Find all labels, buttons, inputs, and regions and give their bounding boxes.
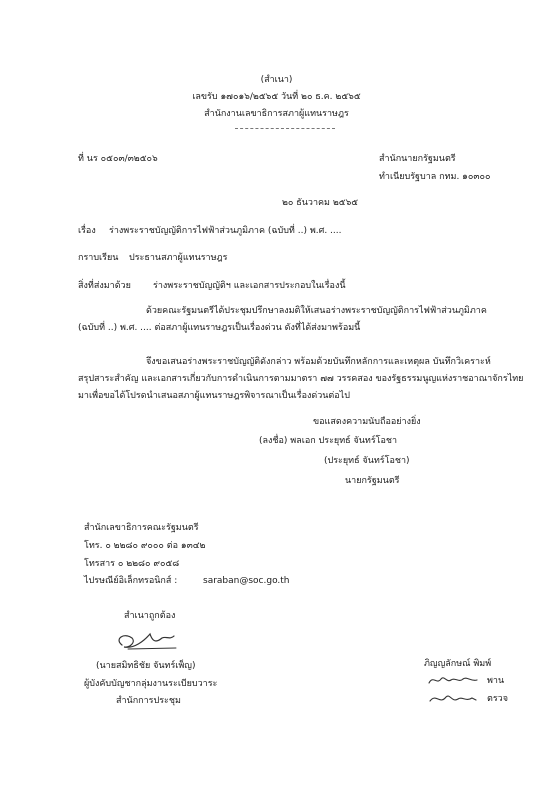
reference-number: ที่ นร ๐๕๐๓/๓๒๕๐๖: [78, 154, 158, 164]
salutation: ประธานสภาผู้แทนราษฎร: [129, 253, 228, 263]
enclosure: ร่างพระราชบัญญัติฯ และเอกสารประกอบในเรื่องนี้: [153, 281, 346, 291]
contact-office: สำนักเลขาธิการคณะรัฐมนตรี: [84, 523, 199, 533]
sender-office: สำนักนายกรัฐมนตรี: [379, 154, 456, 164]
copy-label: (สำเนา): [260, 75, 293, 85]
typed-label: พาน: [487, 676, 505, 686]
enclosure-label: สิ่งที่ส่งมาด้วย: [78, 281, 131, 291]
signer-name: (ประยุทธ์ จันทร์โอชา): [324, 456, 410, 466]
sender-address: ทำเนียบรัฐบาล กทม. ๑๐๓๐๐: [379, 172, 491, 182]
paragraph-2-line-1: จึงขอเสนอร่างพระราชบัญญัติดังกล่าว พร้อมด้วยบันทึกหลักการและเหตุผล บันทึกวิเคราะห์: [146, 357, 491, 367]
signed-line: (ลงชื่อ) พลเอก ประยุทธ์ จันทร์โอชา: [259, 436, 398, 446]
contact-fax: โทรสาร ๐ ๒๒๘๐ ๙๐๕๘: [84, 559, 180, 569]
header-divider: [235, 128, 335, 129]
certifier-name: (นายสมิทธิชัย จันทร์เพ็ญ): [96, 661, 196, 671]
signer-title: นายกรัฐมนตรี: [345, 476, 400, 486]
letter-date: ๒๐ ธันวาคม ๒๕๖๕: [282, 198, 359, 208]
certifier-position: ผู้บังคับบัญชากลุ่มงานระเบียบวาระ: [84, 679, 218, 689]
paragraph-1-line-1: ด้วยคณะรัฐมนตรีได้ประชุมปรึกษาลงมติให้เสนอร่างพระราชบัญญัติการไฟฟ้าส่วนภูมิภาค: [146, 306, 487, 316]
checker-initials-signature: [426, 690, 482, 708]
typist-name: ภิญญลักษณ์ พิมพ์: [424, 659, 492, 669]
receipt-office: สำนักงานเลขาธิการสภาผู้แทนราษฎร: [204, 109, 349, 119]
subject-label: เรื่อง: [78, 226, 96, 236]
subject: ร่างพระราชบัญญัติการไฟฟ้าส่วนภูมิภาค (ฉบับที่ ..) พ.ศ. ....: [109, 226, 342, 236]
salutation-label: กราบเรียน: [78, 253, 119, 263]
closing: ขอแสดงความนับถืออย่างยิ่ง: [313, 417, 421, 427]
typist-initials-signature: [425, 671, 481, 689]
certifier-office: สำนักการประชุม: [116, 696, 181, 706]
paragraph-2-line-3: มาเพื่อขอได้โปรดนำเสนอสภาผู้แทนราษฎรพิจารณาเป็นเรื่องด่วนต่อไป: [78, 391, 350, 401]
paragraph-1-line-2: (ฉบับที่ ..) พ.ศ. .... ต่อสภาผู้แทนราษฎรเป็นเรื่องด่วน ดังที่ได้ส่งมาพร้อมนี้: [78, 323, 361, 333]
receipt-number: เลขรับ ๑๗๐๑๖/๒๕๖๕ วันที่ ๒๐ ธ.ค. ๒๕๖๕: [192, 92, 361, 102]
certified-copy-label: สำเนาถูกต้อง: [124, 611, 176, 621]
paragraph-2-line-2: สรุปสาระสำคัญ และเอกสารเกี่ยวกับการดำเนินการตามมาตรา ๗๗ วรรคสอง ของรัฐธรรมนูญแห่งราชอาณาจักรไทย: [78, 374, 524, 384]
contact-email-link[interactable]: saraban@soc.go.th: [203, 576, 290, 586]
certifier-signature: [110, 628, 190, 654]
contact-phone: โทร. ๐ ๒๒๘๐ ๙๐๐๐ ต่อ ๑๓๔๒: [84, 541, 206, 551]
contact-email-label: ไปรษณีย์อิเล็กทรอนิกส์ :: [84, 576, 178, 586]
checked-label: ตรวจ: [487, 694, 509, 704]
